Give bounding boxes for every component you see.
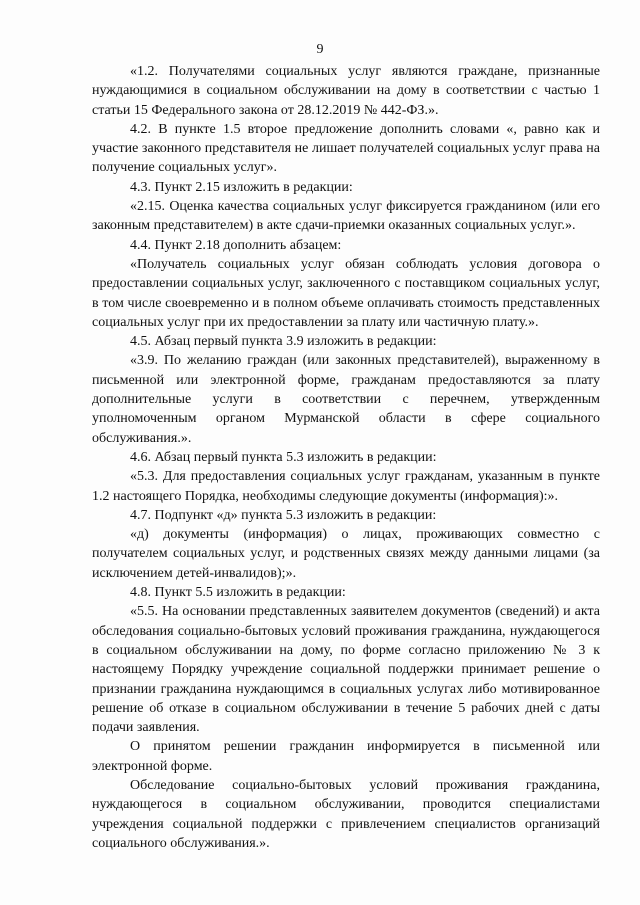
paragraph-3-9-quote: «3.9. По желанию граждан (или законных представителей), выраженному в письменной или электронной форме, гражданам предоставляются за плату дополнительные услуги в соответствии с перечнем, утвержденным уполномоченным органом Мурманской области в сфере социального обслуживания.». <box>92 353 600 446</box>
paragraph-4-6: 4.6. Абзац первый пункта 5.3 изложить в редакции: <box>130 449 437 465</box>
paragraph-5-3-quote: «5.3. Для предоставления социальных услуг гражданам, указанным в пункте 1.2 настоящего Порядка, необходимы следующие документы (информация):». <box>92 469 600 504</box>
paragraph-4-3: 4.3. Пункт 2.15 изложить в редакции: <box>130 179 353 195</box>
paragraph-4-7: 4.7. Подпункт «д» пункта 5.3 изложить в редакции: <box>130 507 437 523</box>
paragraph-1-2-quote: «1.2. Получателями социальных услуг являются граждане, признанные нуждающимися в социальном обслуживании на дому в соответствии с частью 1 статьи 15 Федерального закона от 28.12.2019 № 442-ФЗ.». <box>92 64 600 118</box>
paragraph-2-18-quote: «Получатель социальных услуг обязан соблюдать условия договора о предоставлении социальных услуг, заключенного с поставщиком социальных услуг, в том числе своевременно и в полном объеме оплачивать стоимость представленных социальных услуг при их предоставлении за плату или частичную плату.». <box>92 256 600 330</box>
paragraph-decision-notice: О принятом решении гражданин информируется в письменной или электронной форме. <box>92 739 600 774</box>
paragraph-4-8: 4.8. Пункт 5.5 изложить в редакции: <box>130 585 346 601</box>
paragraph-4-4: 4.4. Пункт 2.18 дополнить абзацем: <box>130 237 342 253</box>
paragraph-inspection: Обследование социально-бытовых условий проживания гражданина, нуждающегося в социальном обслуживании, проводится специалистами учреждения социальной поддержки с привлечением специалистов организаций социального обслуживания.». <box>92 777 600 851</box>
document-body <box>92 62 600 853</box>
paragraph-5-5-quote: «5.5. На основании представленных заявителем документов (сведений) и акта обследования социально-бытовых условий проживания гражданина, нуждающегося в социальном обслуживании на дому, по форме согласно приложению № 3 к настоящему Порядку учреждение социальной поддержки принимает решение о признании гражданина нуждающимся в социальных услугах либо мотивированное решение об отказе в социальном обслуживании в течение 5 рабочих дней с даты подачи заявления. <box>92 604 600 736</box>
paragraph-4-5: 4.5. Абзац первый пункта 3.9 изложить в редакции: <box>130 334 437 350</box>
paragraph-d-quote: «д) документы (информация) о лицах, проживающих совместно с получателем социальных услуг, и родственных связях между данными лицами (за исключением детей-инвалидов);». <box>92 527 600 581</box>
page-number: 9 <box>316 42 324 57</box>
paragraph-4-2: 4.2. В пункте 1.5 второе предложение дополнить словами «, равно как и участие законного представителя не лишает получателей социальных услуг права на получение социальных услуг». <box>92 121 600 176</box>
paragraph-2-15-quote: «2.15. Оценка качества социальных услуг фиксируется гражданином (или его законным представителем) в акте сдачи-приемки оказанных социальных услуг.». <box>92 199 600 234</box>
